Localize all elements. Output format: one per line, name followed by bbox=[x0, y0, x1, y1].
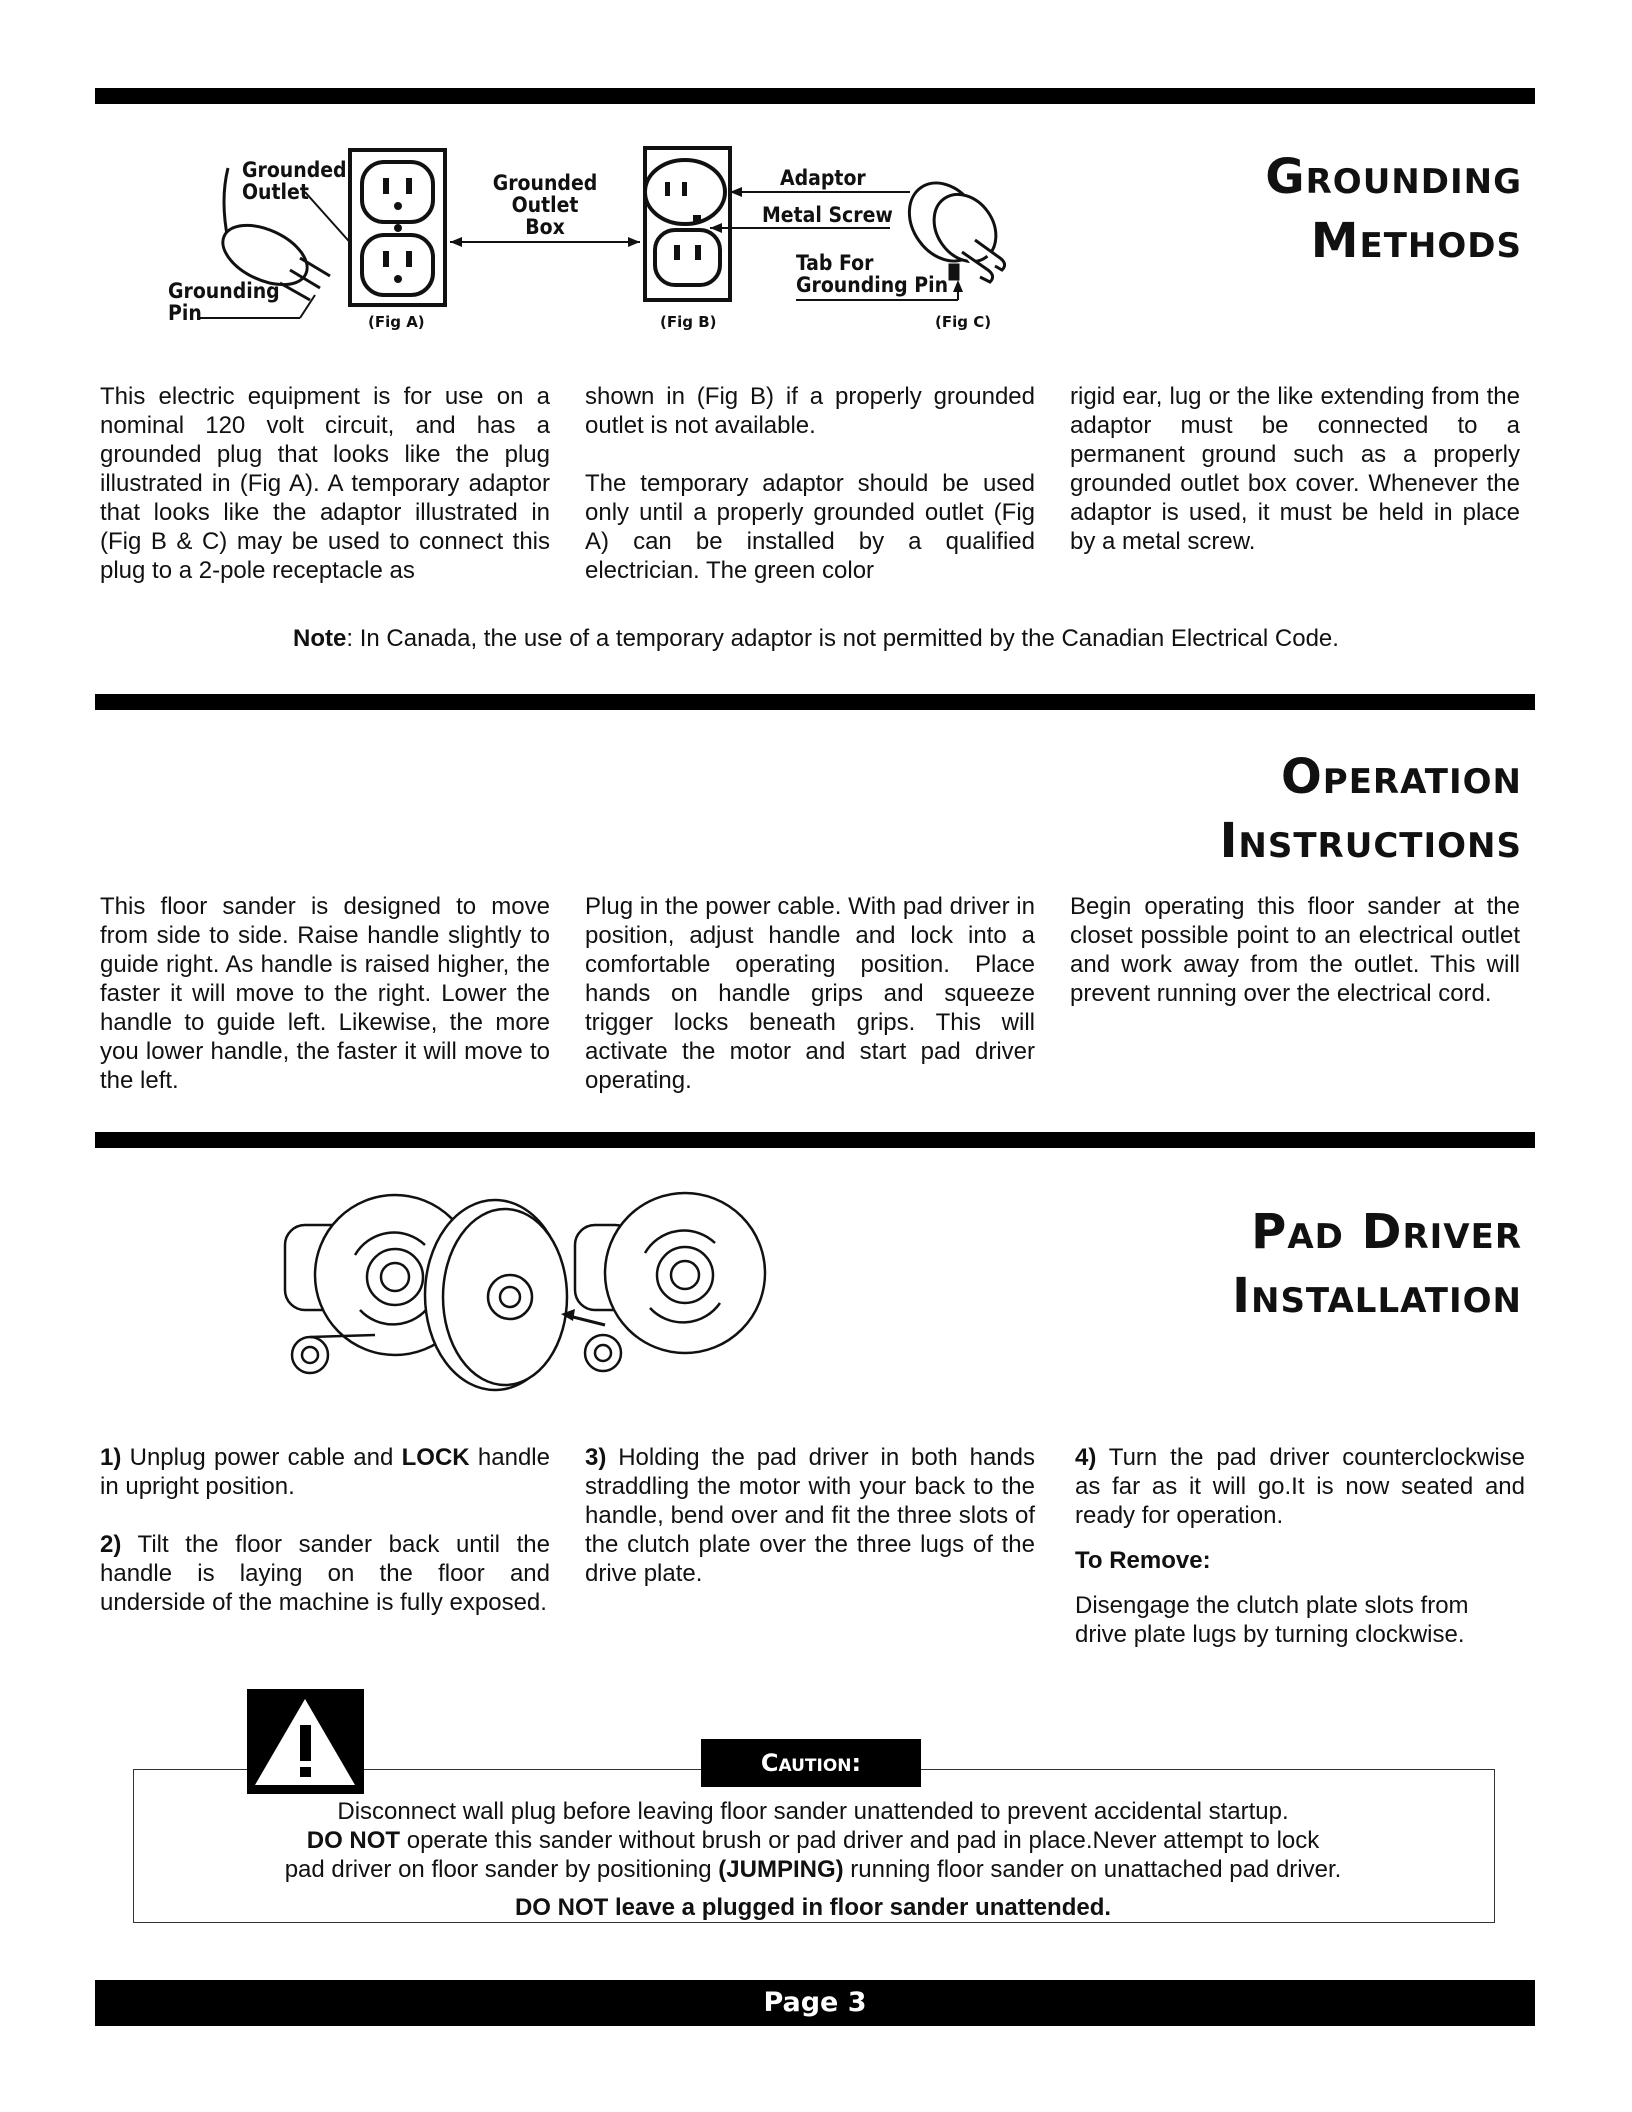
grounding-col2-p1: shown in (Fig B) if a properly grounded outlet is not available. bbox=[585, 383, 1035, 439]
motor-right-icon bbox=[575, 1193, 765, 1371]
outlet-fig-b-icon bbox=[645, 148, 730, 300]
fig-a-label: (Fig A) bbox=[368, 313, 425, 331]
operation-title bbox=[1220, 745, 1522, 873]
operation-col3-text: Begin operating this floor sander at the closet possible point to an electrical outlet and work away from the outlet. This will prevent running over the electrical cord. bbox=[1070, 893, 1520, 1007]
label-outlet-box-3: Box bbox=[525, 215, 565, 239]
label-grounding-pin-2: Pin bbox=[168, 301, 202, 325]
grounding-figure bbox=[150, 140, 1030, 340]
step-1: 1) Unplug power cable and LOCK handle in upright position. bbox=[100, 1444, 550, 1500]
step-2: 2) Tilt the floor sander back until the handle is laying on the floor and underside of the machine is fully exposed. bbox=[100, 1531, 550, 1616]
pad-driver-col2 bbox=[585, 1443, 1035, 1588]
canada-note bbox=[0, 625, 1632, 653]
caution-line3: pad driver on floor sander by positioning (JUMPING) running floor sander on unattached pad driver. bbox=[284, 1856, 1342, 1883]
pad-driver-illustration bbox=[265, 1185, 785, 1400]
operation-col1 bbox=[100, 892, 550, 1095]
label-grounded-outlet-2: Outlet bbox=[242, 180, 309, 204]
pad-driver-rule bbox=[95, 1132, 1535, 1148]
grounding-title-line1: Grounding bbox=[1265, 149, 1522, 205]
operation-rule bbox=[95, 694, 1535, 710]
label-tab-2: Grounding Pin bbox=[796, 273, 949, 297]
operation-col2 bbox=[585, 892, 1035, 1095]
pad-driver-title bbox=[1232, 1200, 1522, 1328]
page-footer: Page 3 bbox=[95, 1980, 1535, 2026]
grounding-col3-text: rigid ear, lug or the like extending from the adaptor must be connected to a permanent ground such as a properly grounded outlet box cover. Whenever the adaptor is used, it must be held in place by a metal screw. bbox=[1070, 383, 1520, 555]
label-grounded-outlet-1: Grounded bbox=[242, 158, 347, 182]
grounding-col1-text: This electric equipment is for use on a nominal 120 volt circuit, and has a grounded plug that looks like the plug illustrated in (Fig A). A temporary adaptor that looks like the adaptor illustrated in (Fig B & C) may be used to connect this plug to a 2-pole receptacle as bbox=[100, 383, 550, 584]
grounding-col3 bbox=[1070, 382, 1520, 556]
pad-driver-title-line1: Pad Driver bbox=[1251, 1204, 1522, 1260]
svg-text:GroundedOutletBox bbox=[493, 171, 598, 239]
operation-title-line2: Instructions bbox=[1219, 813, 1522, 869]
caution-text bbox=[133, 1797, 1493, 1922]
svg-text:Tab ForGrounding Pin bbox=[796, 251, 948, 297]
pad-driver-col3 bbox=[1075, 1443, 1525, 1649]
caution-label: Caution: bbox=[701, 1739, 921, 1787]
to-remove-text: Disengage the clutch plate slots from drive plate lugs by turning clockwise. bbox=[1075, 1592, 1469, 1648]
pad-driver-col1 bbox=[100, 1443, 550, 1617]
outlet-fig-a-icon bbox=[350, 150, 445, 305]
to-remove-label: To Remove: bbox=[1075, 1547, 1211, 1574]
adaptor-fig-c-icon bbox=[895, 169, 1009, 282]
grounding-title bbox=[1265, 145, 1522, 273]
grounding-col2-p2: The temporary adaptor should be used only until a properly grounded outlet (Fig A) can be installed by a qualified electrician. The green color bbox=[585, 470, 1035, 584]
caution-line4: DO NOT leave a plugged in floor sander unattended. bbox=[514, 1894, 1112, 1921]
operation-col1-text: This floor sander is designed to move from side to side. Raise handle slightly to guide right. As handle is raised higher, the faster it will move to the right. Lower the handle to guide left. Likewise, the more you lower handle, the faster it will move to the left. bbox=[100, 893, 550, 1094]
grounding-title-line2: Methods bbox=[1310, 213, 1522, 269]
warning-triangle-icon bbox=[247, 1689, 364, 1794]
label-outlet-box-2: Outlet bbox=[511, 193, 579, 217]
grounding-col2 bbox=[585, 382, 1035, 585]
step-3: 3) Holding the pad driver in both hands straddling the motor with your back to the handle, bend over and fit the three slots of the clutch plate over the three lugs of the drive plate. bbox=[585, 1444, 1035, 1587]
operation-col3 bbox=[1070, 892, 1520, 1008]
note-label: Note bbox=[293, 625, 347, 652]
fig-b-label: (Fig B) bbox=[660, 313, 717, 331]
caution-line1: Disconnect wall plug before leaving floor sander unattended to prevent accidental startup. bbox=[337, 1798, 1289, 1825]
pad-driver-disc-icon bbox=[425, 1200, 567, 1390]
label-grounding-pin-1: Grounding bbox=[168, 279, 280, 303]
label-metal-screw: Metal Screw bbox=[762, 203, 893, 227]
top-rule bbox=[95, 88, 1535, 104]
operation-col2-text: Plug in the power cable. With pad driver in position, adjust handle and lock into a comfortable operating position. Place hands on handle grips and squeeze trigger locks beneath grips. This will activate the motor and start pad driver operating. bbox=[585, 893, 1035, 1094]
operation-title-line1: Operation bbox=[1280, 749, 1522, 805]
label-adaptor: Adaptor bbox=[780, 166, 866, 190]
pad-driver-title-line2: Installation bbox=[1232, 1268, 1522, 1324]
note-text: : In Canada, the use of a temporary adaptor is not permitted by the Canadian Electrical Code. bbox=[346, 625, 1339, 652]
label-tab-1: Tab For bbox=[796, 251, 874, 275]
grounding-col1 bbox=[100, 382, 550, 585]
svg-text:GroundedOutlet bbox=[242, 158, 347, 204]
fig-c-label: (Fig C) bbox=[935, 313, 992, 331]
label-outlet-box-1: Grounded bbox=[492, 171, 598, 195]
caution-line2: DO NOT operate this sander without brush or pad driver and pad in place.Never attempt to lock bbox=[306, 1827, 1320, 1854]
step-4: 4) Turn the pad driver counterclockwise as far as it will go.It is now seated and ready for operation. bbox=[1075, 1444, 1525, 1529]
